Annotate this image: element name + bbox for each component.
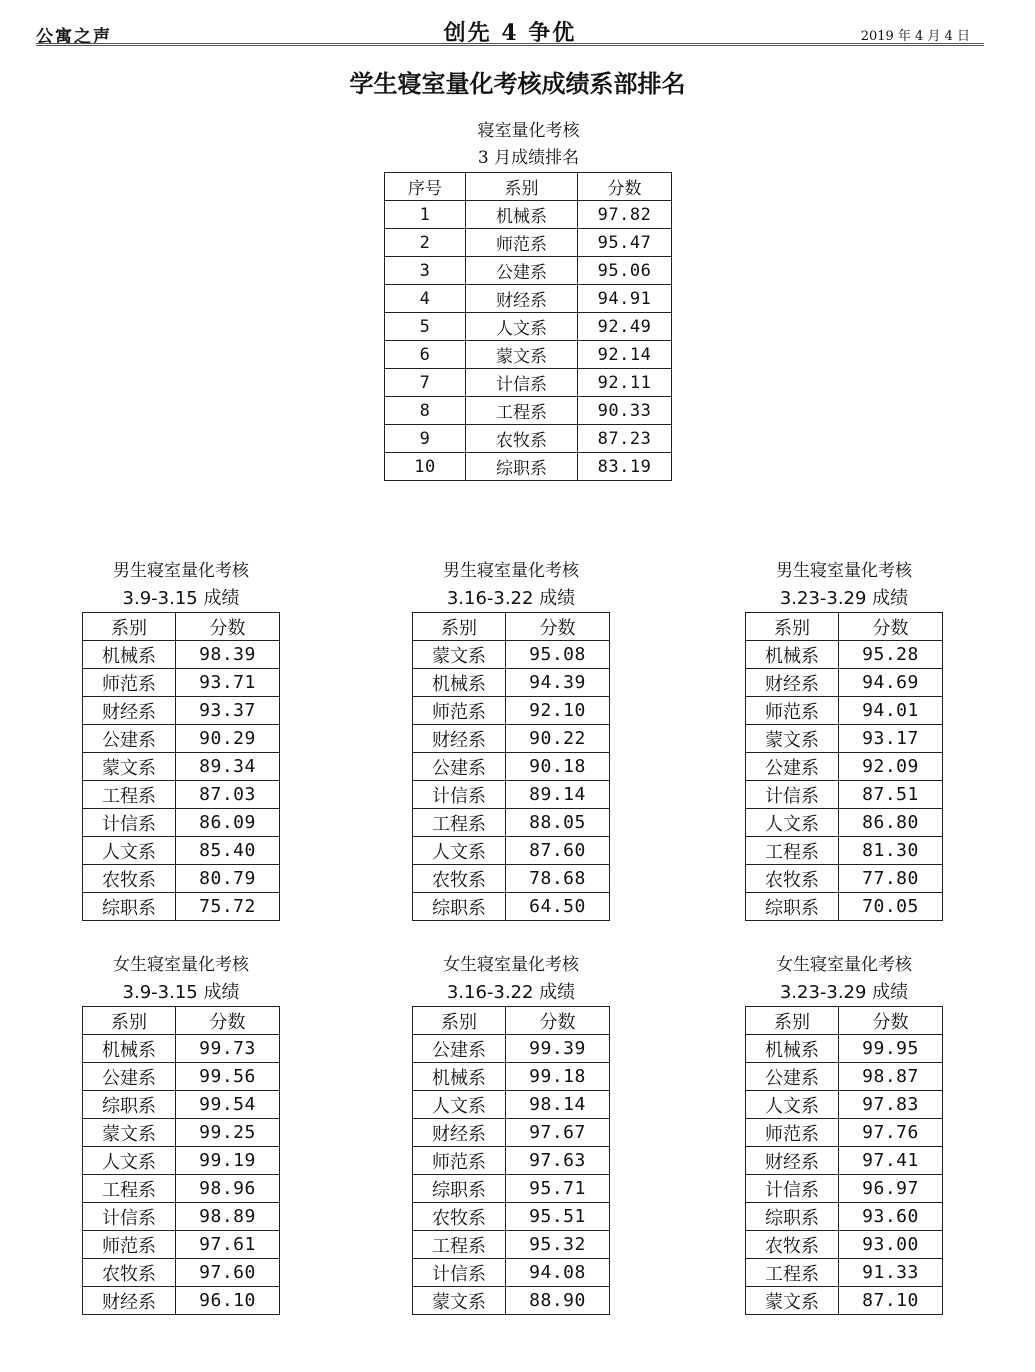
table-caption-1: 男生寝室量化考核 — [113, 561, 249, 581]
department-cell: 蒙文系 — [413, 1287, 506, 1315]
score-cell: 95.71 — [506, 1175, 610, 1203]
department-cell: 计信系 — [413, 781, 506, 809]
table-header-row — [83, 613, 280, 641]
department-cell: 综职系 — [413, 893, 506, 921]
score-cell: 81.30 — [839, 837, 943, 865]
march-caption-2: 3 月成绩排名 — [477, 148, 580, 168]
table-row — [83, 1259, 280, 1287]
rank-cell: 8 — [385, 397, 466, 425]
score-cell: 94.08 — [506, 1259, 610, 1287]
rank-cell: 7 — [385, 369, 466, 397]
score-cell: 95.08 — [506, 641, 610, 669]
score-cell: 97.83 — [839, 1091, 943, 1119]
table-row — [83, 809, 280, 837]
table-row — [413, 1119, 610, 1147]
department-cell: 农牧系 — [83, 1259, 176, 1287]
table-row — [413, 1035, 610, 1063]
department-cell: 工程系 — [466, 397, 578, 425]
score-cell: 95.47 — [578, 229, 672, 257]
department-cell: 工程系 — [413, 809, 506, 837]
table-row — [385, 453, 672, 481]
march-ranking-table — [384, 172, 672, 481]
table-header-row — [413, 613, 610, 641]
table-row — [83, 1287, 280, 1315]
score-cell: 92.14 — [578, 341, 672, 369]
table-row — [413, 1175, 610, 1203]
score-cell: 90.22 — [506, 725, 610, 753]
department-cell: 师范系 — [413, 697, 506, 725]
department-cell: 师范系 — [466, 229, 578, 257]
table-header-row — [413, 1007, 610, 1035]
table-row — [83, 669, 280, 697]
score-cell: 94.69 — [839, 669, 943, 697]
score-cell: 87.23 — [578, 425, 672, 453]
column-name: 公寓之声 — [36, 27, 112, 47]
table-row — [385, 369, 672, 397]
department-cell: 机械系 — [413, 669, 506, 697]
department-cell: 师范系 — [83, 669, 176, 697]
table-row — [385, 397, 672, 425]
score-cell: 99.95 — [839, 1035, 943, 1063]
department-cell: 公建系 — [746, 1063, 839, 1091]
department-cell: 公建系 — [466, 257, 578, 285]
department-cell: 人文系 — [746, 809, 839, 837]
score-cell: 94.91 — [578, 285, 672, 313]
department-cell: 公建系 — [83, 725, 176, 753]
table-row — [83, 641, 280, 669]
score-cell: 92.10 — [506, 697, 610, 725]
table-row — [83, 893, 280, 921]
department-cell: 综职系 — [83, 1091, 176, 1119]
department-cell: 农牧系 — [746, 1231, 839, 1259]
score-cell: 95.32 — [506, 1231, 610, 1259]
score-cell: 97.63 — [506, 1147, 610, 1175]
weekly-score-table — [82, 1006, 280, 1315]
header-cell: 系别 — [83, 1007, 176, 1035]
department-cell: 蒙文系 — [83, 753, 176, 781]
score-cell: 90.33 — [578, 397, 672, 425]
score-cell: 92.11 — [578, 369, 672, 397]
header-cell: 系别 — [83, 613, 176, 641]
rank-cell: 4 — [385, 285, 466, 313]
department-cell: 机械系 — [746, 1035, 839, 1063]
score-cell: 87.60 — [506, 837, 610, 865]
score-cell: 83.19 — [578, 453, 672, 481]
table-row — [413, 837, 610, 865]
score-cell: 96.10 — [176, 1287, 280, 1315]
table-row — [746, 1231, 943, 1259]
department-cell: 公建系 — [83, 1063, 176, 1091]
table-row — [746, 1119, 943, 1147]
score-cell: 90.18 — [506, 753, 610, 781]
table-row — [385, 285, 672, 313]
table-caption-1: 女生寝室量化考核 — [776, 955, 912, 975]
department-cell: 农牧系 — [746, 865, 839, 893]
table-row — [413, 697, 610, 725]
header-cell: 系别 — [413, 613, 506, 641]
score-cell: 95.06 — [578, 257, 672, 285]
department-cell: 计信系 — [83, 1203, 176, 1231]
table-row — [413, 1287, 610, 1315]
header-rule — [36, 43, 984, 46]
score-cell: 87.51 — [839, 781, 943, 809]
header-cell: 分数 — [506, 613, 610, 641]
table-row — [746, 725, 943, 753]
table-row — [83, 781, 280, 809]
score-cell: 89.14 — [506, 781, 610, 809]
table-caption-2: 3.16-3.22 成绩 — [446, 982, 576, 1003]
table-row — [746, 1035, 943, 1063]
score-cell: 99.18 — [506, 1063, 610, 1091]
table-caption-1: 女生寝室量化考核 — [443, 955, 579, 975]
header-cell: 分数 — [839, 1007, 943, 1035]
table-row — [83, 697, 280, 725]
score-cell: 96.97 — [839, 1175, 943, 1203]
table-row — [746, 1147, 943, 1175]
department-cell: 综职系 — [466, 453, 578, 481]
table-row — [413, 1231, 610, 1259]
table-header-row — [385, 173, 672, 201]
department-cell: 计信系 — [83, 809, 176, 837]
score-cell: 97.60 — [176, 1259, 280, 1287]
header-cell: 系别 — [413, 1007, 506, 1035]
department-cell: 公建系 — [413, 1035, 506, 1063]
department-cell: 工程系 — [746, 1259, 839, 1287]
department-cell: 人文系 — [413, 1091, 506, 1119]
department-cell: 财经系 — [413, 1119, 506, 1147]
department-cell: 工程系 — [413, 1231, 506, 1259]
table-row — [83, 1091, 280, 1119]
score-cell: 97.76 — [839, 1119, 943, 1147]
score-cell: 70.05 — [839, 893, 943, 921]
score-cell: 98.87 — [839, 1063, 943, 1091]
department-cell: 农牧系 — [413, 865, 506, 893]
department-cell: 工程系 — [83, 781, 176, 809]
rank-cell: 10 — [385, 453, 466, 481]
department-cell: 计信系 — [413, 1259, 506, 1287]
female-week-3-block — [745, 952, 943, 1315]
table-row — [385, 229, 672, 257]
table-row — [746, 865, 943, 893]
table-row — [746, 1063, 943, 1091]
score-cell: 99.39 — [506, 1035, 610, 1063]
department-cell: 工程系 — [746, 837, 839, 865]
score-cell: 98.89 — [176, 1203, 280, 1231]
score-cell: 95.28 — [839, 641, 943, 669]
table-caption-1: 男生寝室量化考核 — [443, 561, 579, 581]
weekly-score-table — [412, 1006, 610, 1315]
score-cell: 99.54 — [176, 1091, 280, 1119]
rank-cell: 3 — [385, 257, 466, 285]
department-cell: 蒙文系 — [413, 641, 506, 669]
table-header-row — [746, 613, 943, 641]
table-caption-2: 3.23-3.29 成绩 — [779, 588, 909, 609]
table-row — [413, 1091, 610, 1119]
score-cell: 92.09 — [839, 753, 943, 781]
department-cell: 蒙文系 — [746, 725, 839, 753]
score-cell: 93.60 — [839, 1203, 943, 1231]
female-week-2-block — [412, 952, 610, 1315]
rank-cell: 2 — [385, 229, 466, 257]
department-cell: 师范系 — [746, 1119, 839, 1147]
score-cell: 87.03 — [176, 781, 280, 809]
department-cell: 机械系 — [413, 1063, 506, 1091]
table-row — [83, 1147, 280, 1175]
department-cell: 蒙文系 — [466, 341, 578, 369]
department-cell: 师范系 — [83, 1231, 176, 1259]
score-cell: 80.79 — [176, 865, 280, 893]
table-row — [83, 865, 280, 893]
score-cell: 98.96 — [176, 1175, 280, 1203]
score-cell: 64.50 — [506, 893, 610, 921]
table-row — [746, 641, 943, 669]
score-cell: 86.80 — [839, 809, 943, 837]
table-row — [746, 669, 943, 697]
score-cell: 93.17 — [839, 725, 943, 753]
header-cell: 序号 — [385, 173, 466, 201]
department-cell: 财经系 — [83, 1287, 176, 1315]
score-cell: 98.39 — [176, 641, 280, 669]
table-row — [746, 1203, 943, 1231]
department-cell: 蒙文系 — [83, 1119, 176, 1147]
rank-cell: 1 — [385, 201, 466, 229]
table-row — [746, 1175, 943, 1203]
score-cell: 93.71 — [176, 669, 280, 697]
table-row — [385, 201, 672, 229]
department-cell: 综职系 — [83, 893, 176, 921]
department-cell: 人文系 — [746, 1091, 839, 1119]
score-cell: 94.01 — [839, 697, 943, 725]
table-caption-2: 3.9-3.15 成绩 — [122, 588, 240, 609]
weekly-score-table — [82, 612, 280, 921]
table-caption-2: 3.23-3.29 成绩 — [779, 982, 909, 1003]
score-cell: 97.67 — [506, 1119, 610, 1147]
issue-date: 2019 年 4 月 4 日 — [860, 29, 970, 44]
department-cell: 人文系 — [83, 1147, 176, 1175]
score-cell: 94.39 — [506, 669, 610, 697]
score-cell: 99.56 — [176, 1063, 280, 1091]
table-caption-1: 男生寝室量化考核 — [776, 561, 912, 581]
table-row — [413, 753, 610, 781]
score-cell: 90.29 — [176, 725, 280, 753]
department-cell: 农牧系 — [413, 1203, 506, 1231]
table-row — [83, 1175, 280, 1203]
department-cell: 计信系 — [746, 1175, 839, 1203]
department-cell: 农牧系 — [466, 425, 578, 453]
score-cell: 97.61 — [176, 1231, 280, 1259]
weekly-score-table — [745, 612, 943, 921]
score-cell: 75.72 — [176, 893, 280, 921]
table-row — [83, 837, 280, 865]
score-cell: 98.14 — [506, 1091, 610, 1119]
department-cell: 综职系 — [746, 1203, 839, 1231]
table-row — [746, 753, 943, 781]
score-cell: 92.49 — [578, 313, 672, 341]
table-header-row — [746, 1007, 943, 1035]
table-row — [746, 1259, 943, 1287]
score-cell: 95.51 — [506, 1203, 610, 1231]
department-cell: 综职系 — [746, 893, 839, 921]
department-cell: 财经系 — [746, 1147, 839, 1175]
department-cell: 公建系 — [413, 753, 506, 781]
department-cell: 综职系 — [413, 1175, 506, 1203]
table-row — [413, 865, 610, 893]
score-cell: 93.00 — [839, 1231, 943, 1259]
score-cell: 88.90 — [506, 1287, 610, 1315]
header-cell: 分数 — [578, 173, 672, 201]
table-row — [413, 641, 610, 669]
table-row — [385, 313, 672, 341]
score-cell: 99.73 — [176, 1035, 280, 1063]
table-caption-2: 3.9-3.15 成绩 — [122, 982, 240, 1003]
march-caption-1: 寝室量化考核 — [477, 121, 580, 141]
table-row — [413, 1063, 610, 1091]
male-week-1-block — [82, 558, 280, 921]
table-row — [746, 1287, 943, 1315]
score-cell: 85.40 — [176, 837, 280, 865]
score-cell: 77.80 — [839, 865, 943, 893]
score-cell: 91.33 — [839, 1259, 943, 1287]
table-row — [746, 697, 943, 725]
score-cell: 97.41 — [839, 1147, 943, 1175]
department-cell: 机械系 — [83, 641, 176, 669]
table-row — [746, 781, 943, 809]
score-cell: 93.37 — [176, 697, 280, 725]
department-cell: 财经系 — [466, 285, 578, 313]
table-row — [385, 425, 672, 453]
table-row — [83, 1063, 280, 1091]
department-cell: 人文系 — [466, 313, 578, 341]
department-cell: 机械系 — [83, 1035, 176, 1063]
male-week-2-block — [412, 558, 610, 921]
table-row — [746, 1091, 943, 1119]
table-row — [413, 893, 610, 921]
table-row — [413, 809, 610, 837]
header-cell: 分数 — [176, 1007, 280, 1035]
table-row — [83, 753, 280, 781]
table-row — [413, 725, 610, 753]
table-caption-2: 3.16-3.22 成绩 — [446, 588, 576, 609]
weekly-score-table — [412, 612, 610, 921]
table-row — [83, 1231, 280, 1259]
score-cell: 87.10 — [839, 1287, 943, 1315]
department-cell: 机械系 — [466, 201, 578, 229]
score-cell: 99.25 — [176, 1119, 280, 1147]
table-caption-1: 女生寝室量化考核 — [113, 955, 249, 975]
score-cell: 99.19 — [176, 1147, 280, 1175]
department-cell: 财经系 — [746, 669, 839, 697]
table-row — [385, 341, 672, 369]
table-row — [413, 1259, 610, 1287]
male-week-3-block — [745, 558, 943, 921]
department-cell: 计信系 — [466, 369, 578, 397]
table-row — [413, 1147, 610, 1175]
march-ranking-block — [384, 118, 673, 481]
header-cell: 分数 — [176, 613, 280, 641]
department-cell: 蒙文系 — [746, 1287, 839, 1315]
score-cell: 78.68 — [506, 865, 610, 893]
table-row — [83, 1035, 280, 1063]
rank-cell: 9 — [385, 425, 466, 453]
score-cell: 89.34 — [176, 753, 280, 781]
department-cell: 公建系 — [746, 753, 839, 781]
header-cell: 分数 — [839, 613, 943, 641]
department-cell: 计信系 — [746, 781, 839, 809]
department-cell: 师范系 — [413, 1147, 506, 1175]
female-week-1-block — [82, 952, 280, 1315]
department-cell: 工程系 — [83, 1175, 176, 1203]
table-row — [83, 725, 280, 753]
table-header-row — [83, 1007, 280, 1035]
page-title: 学生寝室量化考核成绩系部排名 — [349, 70, 686, 98]
score-cell: 97.82 — [578, 201, 672, 229]
table-row — [83, 1203, 280, 1231]
header-cell: 系别 — [746, 613, 839, 641]
department-cell: 农牧系 — [83, 865, 176, 893]
department-cell: 财经系 — [413, 725, 506, 753]
header-cell: 系别 — [466, 173, 578, 201]
header-cell: 系别 — [746, 1007, 839, 1035]
department-cell: 师范系 — [746, 697, 839, 725]
department-cell: 人文系 — [83, 837, 176, 865]
table-row — [746, 893, 943, 921]
weekly-score-table — [745, 1006, 943, 1315]
table-row — [413, 781, 610, 809]
score-cell: 88.05 — [506, 809, 610, 837]
table-row — [746, 809, 943, 837]
table-row — [413, 1203, 610, 1231]
department-cell: 人文系 — [413, 837, 506, 865]
table-row — [746, 837, 943, 865]
rank-cell: 6 — [385, 341, 466, 369]
score-cell: 86.09 — [176, 809, 280, 837]
table-row — [413, 669, 610, 697]
department-cell: 机械系 — [746, 641, 839, 669]
section-name: 创先 4 争优 — [443, 20, 577, 46]
rank-cell: 5 — [385, 313, 466, 341]
department-cell: 财经系 — [83, 697, 176, 725]
table-row — [385, 257, 672, 285]
table-row — [83, 1119, 280, 1147]
header-cell: 分数 — [506, 1007, 610, 1035]
